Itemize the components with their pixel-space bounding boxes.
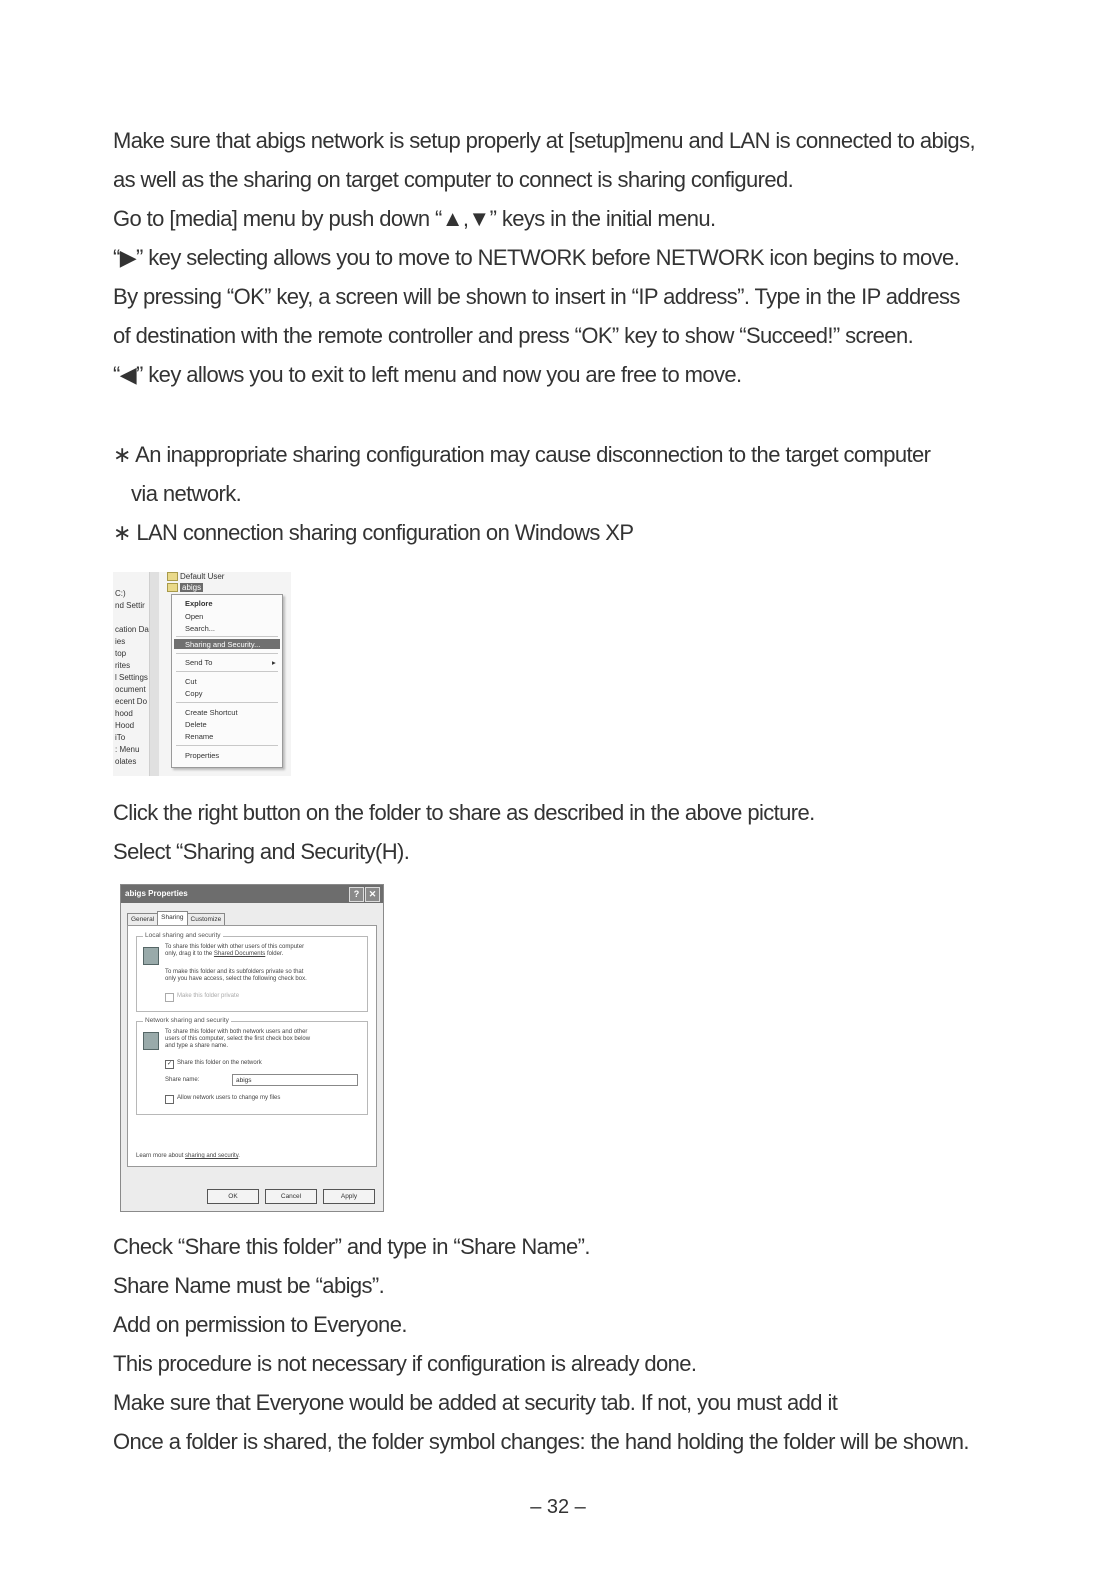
dialog-tabs xyxy=(127,913,224,925)
share-folder-checkbox[interactable]: ✓ xyxy=(166,1061,173,1067)
tree-item: nd Settir xyxy=(115,601,145,610)
folder-tree xyxy=(115,588,149,768)
menu-item-cut[interactable]: Cut xyxy=(185,677,197,686)
tree-item: C:) xyxy=(115,589,126,598)
tree-item: cation Da xyxy=(115,625,149,634)
tab-customize[interactable]: Customize xyxy=(187,913,226,925)
scrollbar[interactable] xyxy=(149,572,159,776)
network-share-icon xyxy=(143,1032,159,1050)
sharing-security-link[interactable]: sharing and security xyxy=(185,1153,239,1159)
group-label: Local sharing and security xyxy=(145,932,221,939)
folder-label: abigs xyxy=(182,583,202,592)
context-menu-screenshot xyxy=(113,572,291,776)
tree-item xyxy=(115,612,149,624)
tree-item: l Settings xyxy=(115,673,148,682)
tree-item: : Menu xyxy=(115,745,140,754)
menu-item-open[interactable]: Open xyxy=(185,612,204,621)
menu-separator xyxy=(176,671,278,672)
local-text: only you have access, select the following check box. xyxy=(165,976,307,982)
outro-line: Add on permission to Everyone. xyxy=(113,1312,407,1337)
menu-item-create-shortcut[interactable]: Create Shortcut xyxy=(185,708,238,717)
tree-item: iTo xyxy=(115,733,126,742)
dialog-titlebar xyxy=(121,885,383,903)
outro-line: Share Name must be “abigs”. xyxy=(113,1273,385,1298)
local-text: To share this folder with other users of this computer xyxy=(165,944,305,950)
outro-line: This procedure is not necessary if configuration is already done. xyxy=(113,1351,697,1376)
mid-paragraph xyxy=(113,793,1033,871)
tree-item: hood xyxy=(115,709,133,718)
intro-line: Make sure that abigs network is setup properly at [setup]menu and LAN is connected to abigs, xyxy=(113,128,975,153)
menu-item-copy[interactable]: Copy xyxy=(185,689,203,698)
apply-button[interactable]: Apply xyxy=(323,1189,375,1204)
menu-item-properties[interactable]: Properties xyxy=(185,751,220,760)
menu-item-delete[interactable]: Delete xyxy=(185,720,207,729)
context-menu xyxy=(171,594,283,768)
ok-button[interactable]: OK xyxy=(207,1189,259,1204)
group-label: Network sharing and security xyxy=(145,1017,229,1024)
menu-separator xyxy=(176,636,278,637)
menu-item-rename[interactable]: Rename xyxy=(185,732,214,741)
shared-documents-link[interactable]: Shared Documents xyxy=(213,951,266,957)
intro-line: Go to [media] menu by push down “▲,▼” keys in the initial menu. xyxy=(113,206,716,231)
make-private-label: Make this folder private xyxy=(177,993,240,999)
folder-label: Default User xyxy=(180,572,225,581)
sharing-panel xyxy=(127,925,377,1167)
share-folder-label: Share this folder on the network xyxy=(177,1060,262,1066)
intro-line: By pressing “OK” key, a screen will be shown to insert in “IP address”. Type in the IP address xyxy=(113,284,960,309)
properties-dialog xyxy=(120,884,384,1212)
allow-change-checkbox[interactable] xyxy=(165,1095,174,1104)
make-private-checkbox[interactable] xyxy=(165,993,174,1002)
mid-line: Select “Sharing and Security(H). xyxy=(113,839,410,864)
folder-abigs[interactable] xyxy=(167,583,203,593)
tree-item: rites xyxy=(115,661,131,670)
outro-line: Make sure that Everyone would be added at security tab. If not, you must add it xyxy=(113,1390,838,1415)
tab-sharing[interactable]: Sharing xyxy=(157,911,187,925)
cancel-button[interactable]: Cancel xyxy=(265,1189,317,1204)
intro-line: “▶” key selecting allows you to move to NETWORK before NETWORK icon begins to move. xyxy=(113,245,960,270)
intro-paragraph xyxy=(113,121,1033,394)
folder-default-user[interactable] xyxy=(167,572,224,582)
tree-item: ocument xyxy=(115,685,146,694)
menu-separator xyxy=(176,745,278,746)
intro-line: “◀” key allows you to exit to left menu and now you are free to move. xyxy=(113,362,742,387)
dialog-title: abigs Properties xyxy=(125,889,188,898)
share-name-input[interactable]: abigs xyxy=(232,1074,358,1086)
tree-item: ecent Do xyxy=(115,697,148,706)
submenu-arrow-icon: ▸ xyxy=(272,658,276,667)
tree-item: Hood xyxy=(115,721,135,730)
note-sharing-warning-cont: via network. xyxy=(131,481,242,506)
local-sharing-group xyxy=(136,932,368,1012)
tree-item: ies xyxy=(115,637,126,646)
menu-separator xyxy=(176,653,278,654)
page-number: – 32 – xyxy=(530,1496,586,1518)
folder-icon xyxy=(167,583,178,592)
mid-line: Click the right button on the folder to share as described in the above picture. xyxy=(113,800,815,825)
network-text: To share this folder with both network users and other xyxy=(165,1029,308,1035)
shared-folder-icon xyxy=(143,947,159,965)
menu-item-explore[interactable]: Explore xyxy=(185,599,213,608)
learn-more-text: Learn more about sharing and security. xyxy=(136,1153,240,1159)
menu-item-send-to[interactable]: Send To xyxy=(185,658,213,667)
tree-item: olates xyxy=(115,757,137,766)
help-button[interactable]: ? xyxy=(349,887,364,902)
menu-item-search[interactable]: Search... xyxy=(185,624,216,633)
network-sharing-group xyxy=(136,1017,368,1115)
folder-icon xyxy=(167,572,178,581)
intro-line: of destination with the remote controller and press “OK” key to show “Succeed!” screen. xyxy=(113,323,914,348)
menu-separator xyxy=(176,702,278,703)
note-windows-xp: ∗ LAN connection sharing configuration on Windows XP xyxy=(113,520,634,545)
menu-item-sharing-security[interactable]: Sharing and Security... xyxy=(185,640,261,649)
intro-line: as well as the sharing on target computer to connect is sharing configured. xyxy=(113,167,794,192)
tree-item: top xyxy=(115,649,127,658)
tab-general[interactable]: General xyxy=(127,913,158,925)
network-text: users of this computer, select the first check box below xyxy=(165,1036,311,1042)
network-text: and type a share name. xyxy=(165,1043,229,1049)
note-sharing-warning: ∗ An inappropriate sharing configuration may cause disconnection to the target computer xyxy=(113,442,931,467)
share-name-label: Share name: xyxy=(165,1077,200,1083)
outro-paragraph xyxy=(113,1227,1033,1461)
outro-line: Check “Share this folder” and type in “Share Name”. xyxy=(113,1234,590,1259)
outro-line: Once a folder is shared, the folder symbol changes: the hand holding the folder will be shown. xyxy=(113,1429,969,1454)
local-text: only, drag it to the Shared Documents folder. xyxy=(165,951,284,957)
allow-change-label: Allow network users to change my files xyxy=(177,1095,281,1101)
local-text: To make this folder and its subfolders private so that xyxy=(165,969,304,975)
close-button[interactable]: ✕ xyxy=(365,887,380,902)
